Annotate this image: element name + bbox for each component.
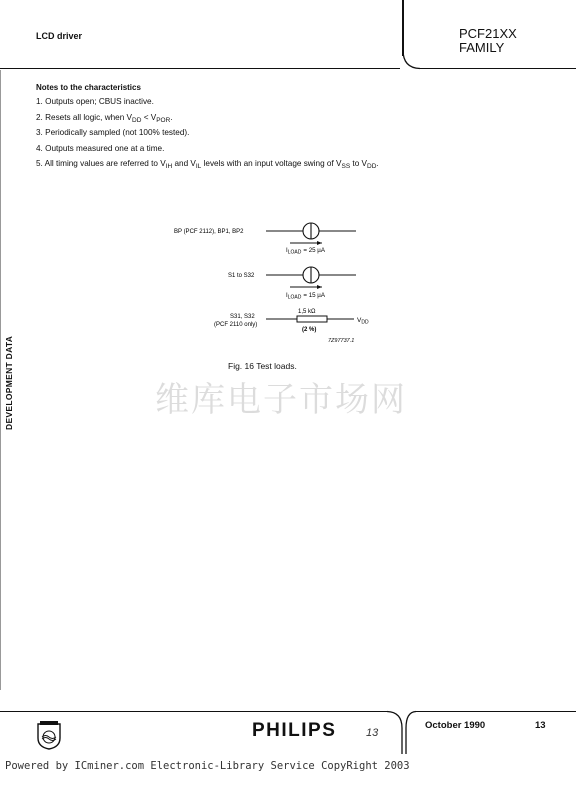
note-item: 5. All timing values are referred to $V_{IH}$ and $V_{IL}$ levels with an input voltage swing of $V_{SS}$ to $V_{DD}$. — [36, 159, 379, 170]
load2-current: $I_{LOAD} = 15$ µA — [286, 292, 325, 301]
load1-current: $I_{LOAD} = 25$ µA — [286, 247, 325, 256]
publication-date: October 1990 — [425, 720, 486, 731]
notes-title: Notes to the characteristics — [36, 83, 141, 92]
philips-shield-logo — [36, 720, 62, 750]
header-top-rule — [0, 68, 400, 69]
figure-code: 7Z97737.1 — [328, 338, 355, 344]
note-item: 4. Outputs measured one at a time. — [36, 143, 165, 153]
load1-label: BP (PCF 2112), BP1, BP2 — [174, 229, 244, 235]
load2-label: S1 to S32 — [228, 273, 255, 279]
test-loads-diagram — [170, 218, 410, 350]
side-rule — [0, 70, 1, 690]
footer-rule-right — [416, 711, 576, 712]
note-item: 2. Resets all logic, when $V_{DD} < V_{POR}$. — [36, 112, 173, 124]
figure-caption: Fig. 16 Test loads. — [228, 361, 297, 371]
resistor-icon — [297, 316, 327, 322]
powered-by-banner: Powered by ICminer.com Electronic-Library Service CopyRight 2003 — [5, 760, 410, 772]
footer-corner-curve — [385, 708, 419, 754]
load3-label-line1: S31, S32 — [230, 314, 255, 320]
header-divider — [402, 0, 404, 56]
header-corner-curve — [400, 50, 422, 72]
section-title: LCD driver — [36, 31, 83, 41]
note-item: 1. Outputs open; CBUS inactive. — [36, 97, 154, 106]
page-number: 13 — [535, 720, 546, 731]
side-tab-label: DEVELOPMENT DATA — [4, 335, 14, 430]
product-family-label: FAMILY — [459, 40, 505, 55]
watermark: 维库电子市场网 — [155, 380, 407, 420]
product-name: PCF21XX — [459, 26, 517, 41]
supply-label: $V_{DD}$ — [357, 317, 369, 326]
footer-rule-left — [0, 711, 388, 712]
note-item: 3. Periodically sampled (not 100% tested). — [36, 128, 190, 137]
brand-name: PHILIPS — [252, 720, 337, 741]
notes-list — [36, 96, 379, 174]
load3-label-line2: (PCF 2110 only) — [214, 322, 258, 328]
resistor-value: 1,5 kΩ — [298, 309, 316, 315]
resistor-tolerance: (2 %) — [302, 327, 317, 333]
product-family — [459, 27, 517, 55]
handwritten-page-number: 13 — [366, 727, 379, 739]
header-right-rule — [418, 68, 576, 69]
